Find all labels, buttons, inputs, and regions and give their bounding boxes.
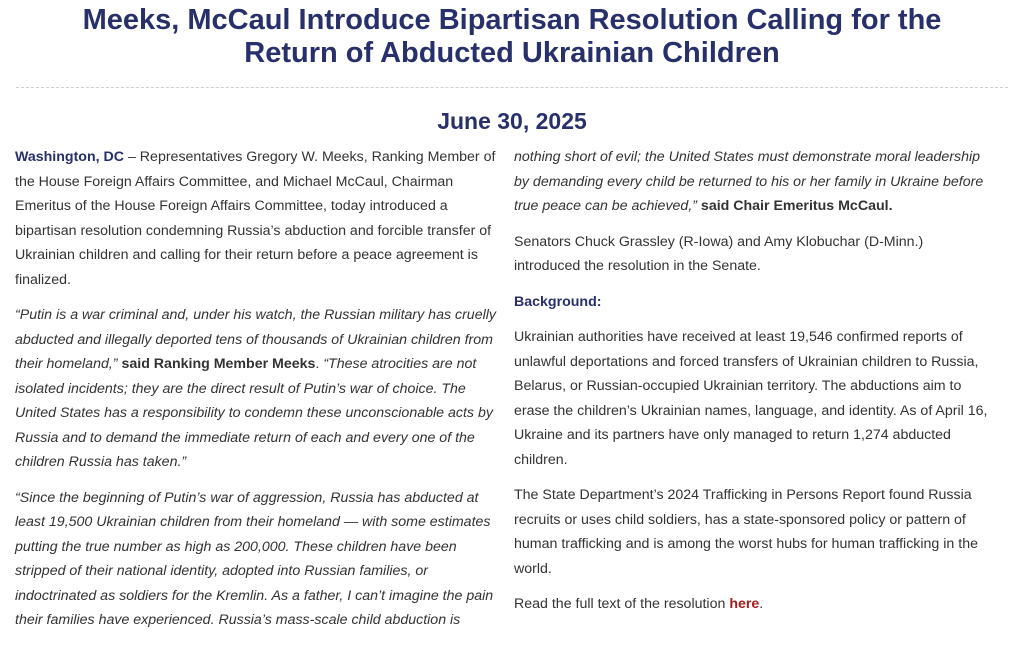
page-title-line-2: Return of Abducted Ukrainian Children	[244, 37, 780, 69]
full-text-suffix: .	[759, 596, 764, 612]
meeks-quote-part-1: “Putin is a war criminal and, under his watch, the Russian military has cruelly abducted and illegally deported tens of thousands of Ukrainian children from their homeland,”	[15, 307, 496, 372]
title-divider	[16, 87, 1008, 88]
mccaul-quote-part-2: nothing short of evil; the United States must demonstrate moral leadership by demanding every child be returned to his or her family in Ukraine before true peace can be achieved,”	[514, 149, 984, 214]
right-column	[514, 145, 992, 628]
senate-text: Senators Chuck Grassley (R-Iowa) and Amy Klobuchar (D-Minn.) introduced the resolution in the Senate.	[514, 233, 924, 274]
background-text-2: The State Department’s 2024 Trafficking in Persons Report found Russia recruits or uses child soldiers, has a state-sponsored policy or pattern of human trafficking and is among the worst hubs for human trafficking in the world.	[514, 487, 978, 577]
intro-text: – Representatives Gregory W. Meeks, Ranking Member of the House Foreign Affairs Committee, and Michael McCaul, Chairman Emeritus of the House Foreign Affairs Committee, today introduced a bipartisan resolution condemning Russia’s abduction and forcible transfer of Ukrainian children and calling for their return before a peace agreement is finalized.	[15, 149, 496, 288]
meeks-attribution: said Ranking Member Meeks	[117, 356, 316, 372]
full-text-paragraph	[514, 592, 992, 617]
intro-paragraph	[15, 145, 501, 292]
background-paragraph-2	[514, 483, 992, 581]
senate-paragraph	[514, 230, 992, 279]
page-title	[0, 0, 1024, 70]
mccaul-quote-part-1: “Since the beginning of Putin’s war of aggression, Russia has abducted at least 19,500 Ukrainian children from their homeland — with some estimates putting the true number as high as 200,000. These children have been stripped of their national identity, adopted into Russian families, or indoctrinated as soldiers for the Kremlin. As a father, I can’t imagine the pain their families have experienced. Russia’s mass-scale child abduction is	[15, 489, 494, 628]
background-paragraph-1	[514, 325, 992, 472]
press-release-date: June 30, 2025	[437, 108, 587, 134]
meeks-quote-paragraph	[15, 303, 501, 475]
mccaul-attribution: said Chair Emeritus McCaul.	[696, 198, 893, 214]
meeks-quote-part-2: “These atrocities are not isolated incidents; they are the direct result of Putin’s war of choice. The United States has a responsibility to condemn these unconscionable acts by Russia and to demand the immediate return of each and every one of the children Russia has taken.”	[15, 356, 493, 470]
background-heading-text: Background:	[514, 293, 602, 310]
background-heading	[514, 290, 992, 315]
dateline: Washington, DC	[15, 149, 125, 165]
resolution-link[interactable]: here	[729, 596, 760, 612]
full-text-prefix: Read the full text of the resolution	[514, 596, 730, 612]
meeks-attribution-period: .	[315, 356, 324, 372]
left-column	[15, 145, 501, 644]
page-title-line-1: Meeks, McCaul Introduce Bipartisan Resolution Calling for the	[82, 4, 942, 36]
mccaul-quote-paragraph-start	[15, 486, 501, 633]
mccaul-quote-paragraph-end	[514, 145, 992, 219]
background-text-1: Ukrainian authorities have received at least 19,546 confirmed reports of unlawful deportations and forced transfers of Ukrainian children to Russia, Belarus, or Russian-occupied Ukrainian territory. The abductions aim to erase the children’s Ukrainian names, language, and identity. As of April 16, Ukraine and its partners have only managed to return 1,274 abducted children.	[514, 329, 988, 468]
